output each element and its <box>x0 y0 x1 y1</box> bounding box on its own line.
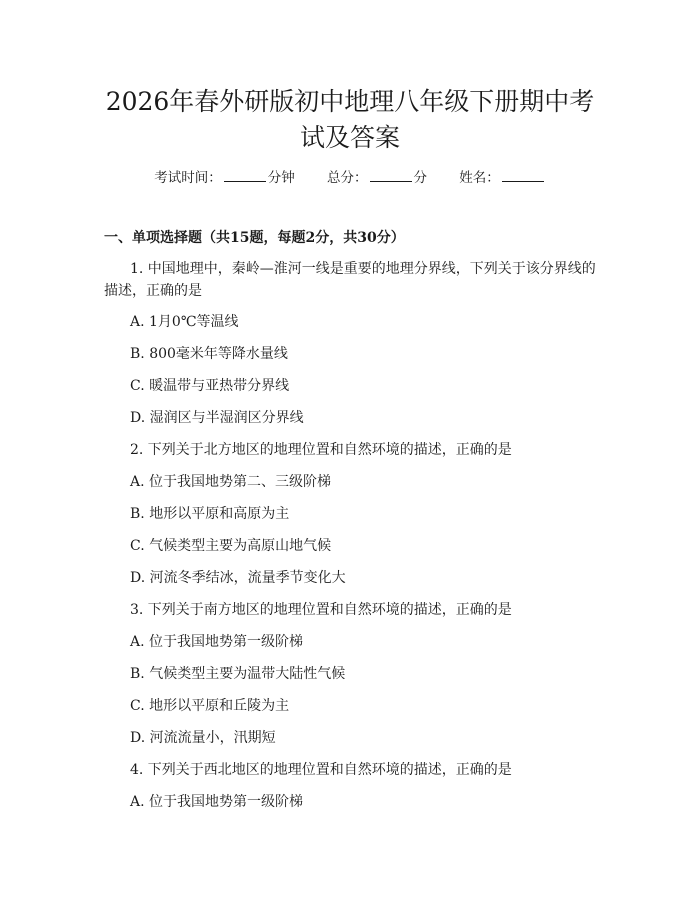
section-heading: 一、单项选择题（共15题，每题2分，共30分） <box>104 230 405 246</box>
meta-score-blank[interactable] <box>370 167 412 182</box>
meta-time-unit: 分钟 <box>267 170 295 186</box>
question-2-option-b[interactable]: B. 地形以平原和高原为主 <box>130 506 290 522</box>
meta-score <box>327 167 427 188</box>
question-2-option-c[interactable]: C. 气候类型主要为高原山地气候 <box>130 538 332 554</box>
question-3-option-a[interactable]: A. 位于我国地势第一级阶梯 <box>130 634 304 650</box>
exam-title-line-2: 试及答案 <box>299 123 400 152</box>
meta-name-label: 姓名： <box>459 170 500 186</box>
question-3-option-c[interactable]: C. 地形以平原和丘陵为主 <box>130 698 290 714</box>
question-3-option-d[interactable]: D. 河流流量小，汛期短 <box>130 730 276 746</box>
question-3-option-b[interactable]: B. 气候类型主要为温带大陆性气候 <box>130 666 346 682</box>
meta-name-blank[interactable] <box>502 167 544 182</box>
meta-score-label: 总分： <box>327 170 368 186</box>
meta-time-blank[interactable] <box>224 167 266 182</box>
question-3-stem: 3. 下列关于南方地区的地理位置和自然环境的描述，正确的是 <box>130 602 512 618</box>
question-1-option-c[interactable]: C. 暖温带与亚热带分界线 <box>130 378 290 394</box>
question-1-option-d[interactable]: D. 湿润区与半湿润区分界线 <box>130 410 304 426</box>
meta-name <box>459 167 546 188</box>
question-1-stem-cont: 描述，正确的是 <box>104 283 202 299</box>
question-1-option-a[interactable]: A. 1月0℃等温线 <box>130 314 239 330</box>
question-2-option-d[interactable]: D. 河流冬季结冰，流量季节变化大 <box>130 570 346 586</box>
question-1-option-b[interactable]: B. 800毫米年等降水量线 <box>130 346 288 362</box>
question-2-stem: 2. 下列关于北方地区的地理位置和自然环境的描述，正确的是 <box>130 442 512 458</box>
meta-score-unit: 分 <box>413 170 427 186</box>
exam-meta <box>0 167 700 188</box>
question-1-stem: 1. 中国地理中，秦岭—淮河一线是重要的地理分界线，下列关于该分界线的 <box>130 261 596 277</box>
question-4-option-a[interactable]: A. 位于我国地势第一级阶梯 <box>130 794 304 810</box>
question-4-stem: 4. 下列关于西北地区的地理位置和自然环境的描述，正确的是 <box>130 762 512 778</box>
question-2-option-a[interactable]: A. 位于我国地势第二、三级阶梯 <box>130 474 332 490</box>
meta-time <box>154 167 295 188</box>
meta-time-label: 考试时间： <box>154 170 222 186</box>
exam-title-line-1: 2026年春外研版初中地理八年级下册期中考 <box>105 87 595 116</box>
